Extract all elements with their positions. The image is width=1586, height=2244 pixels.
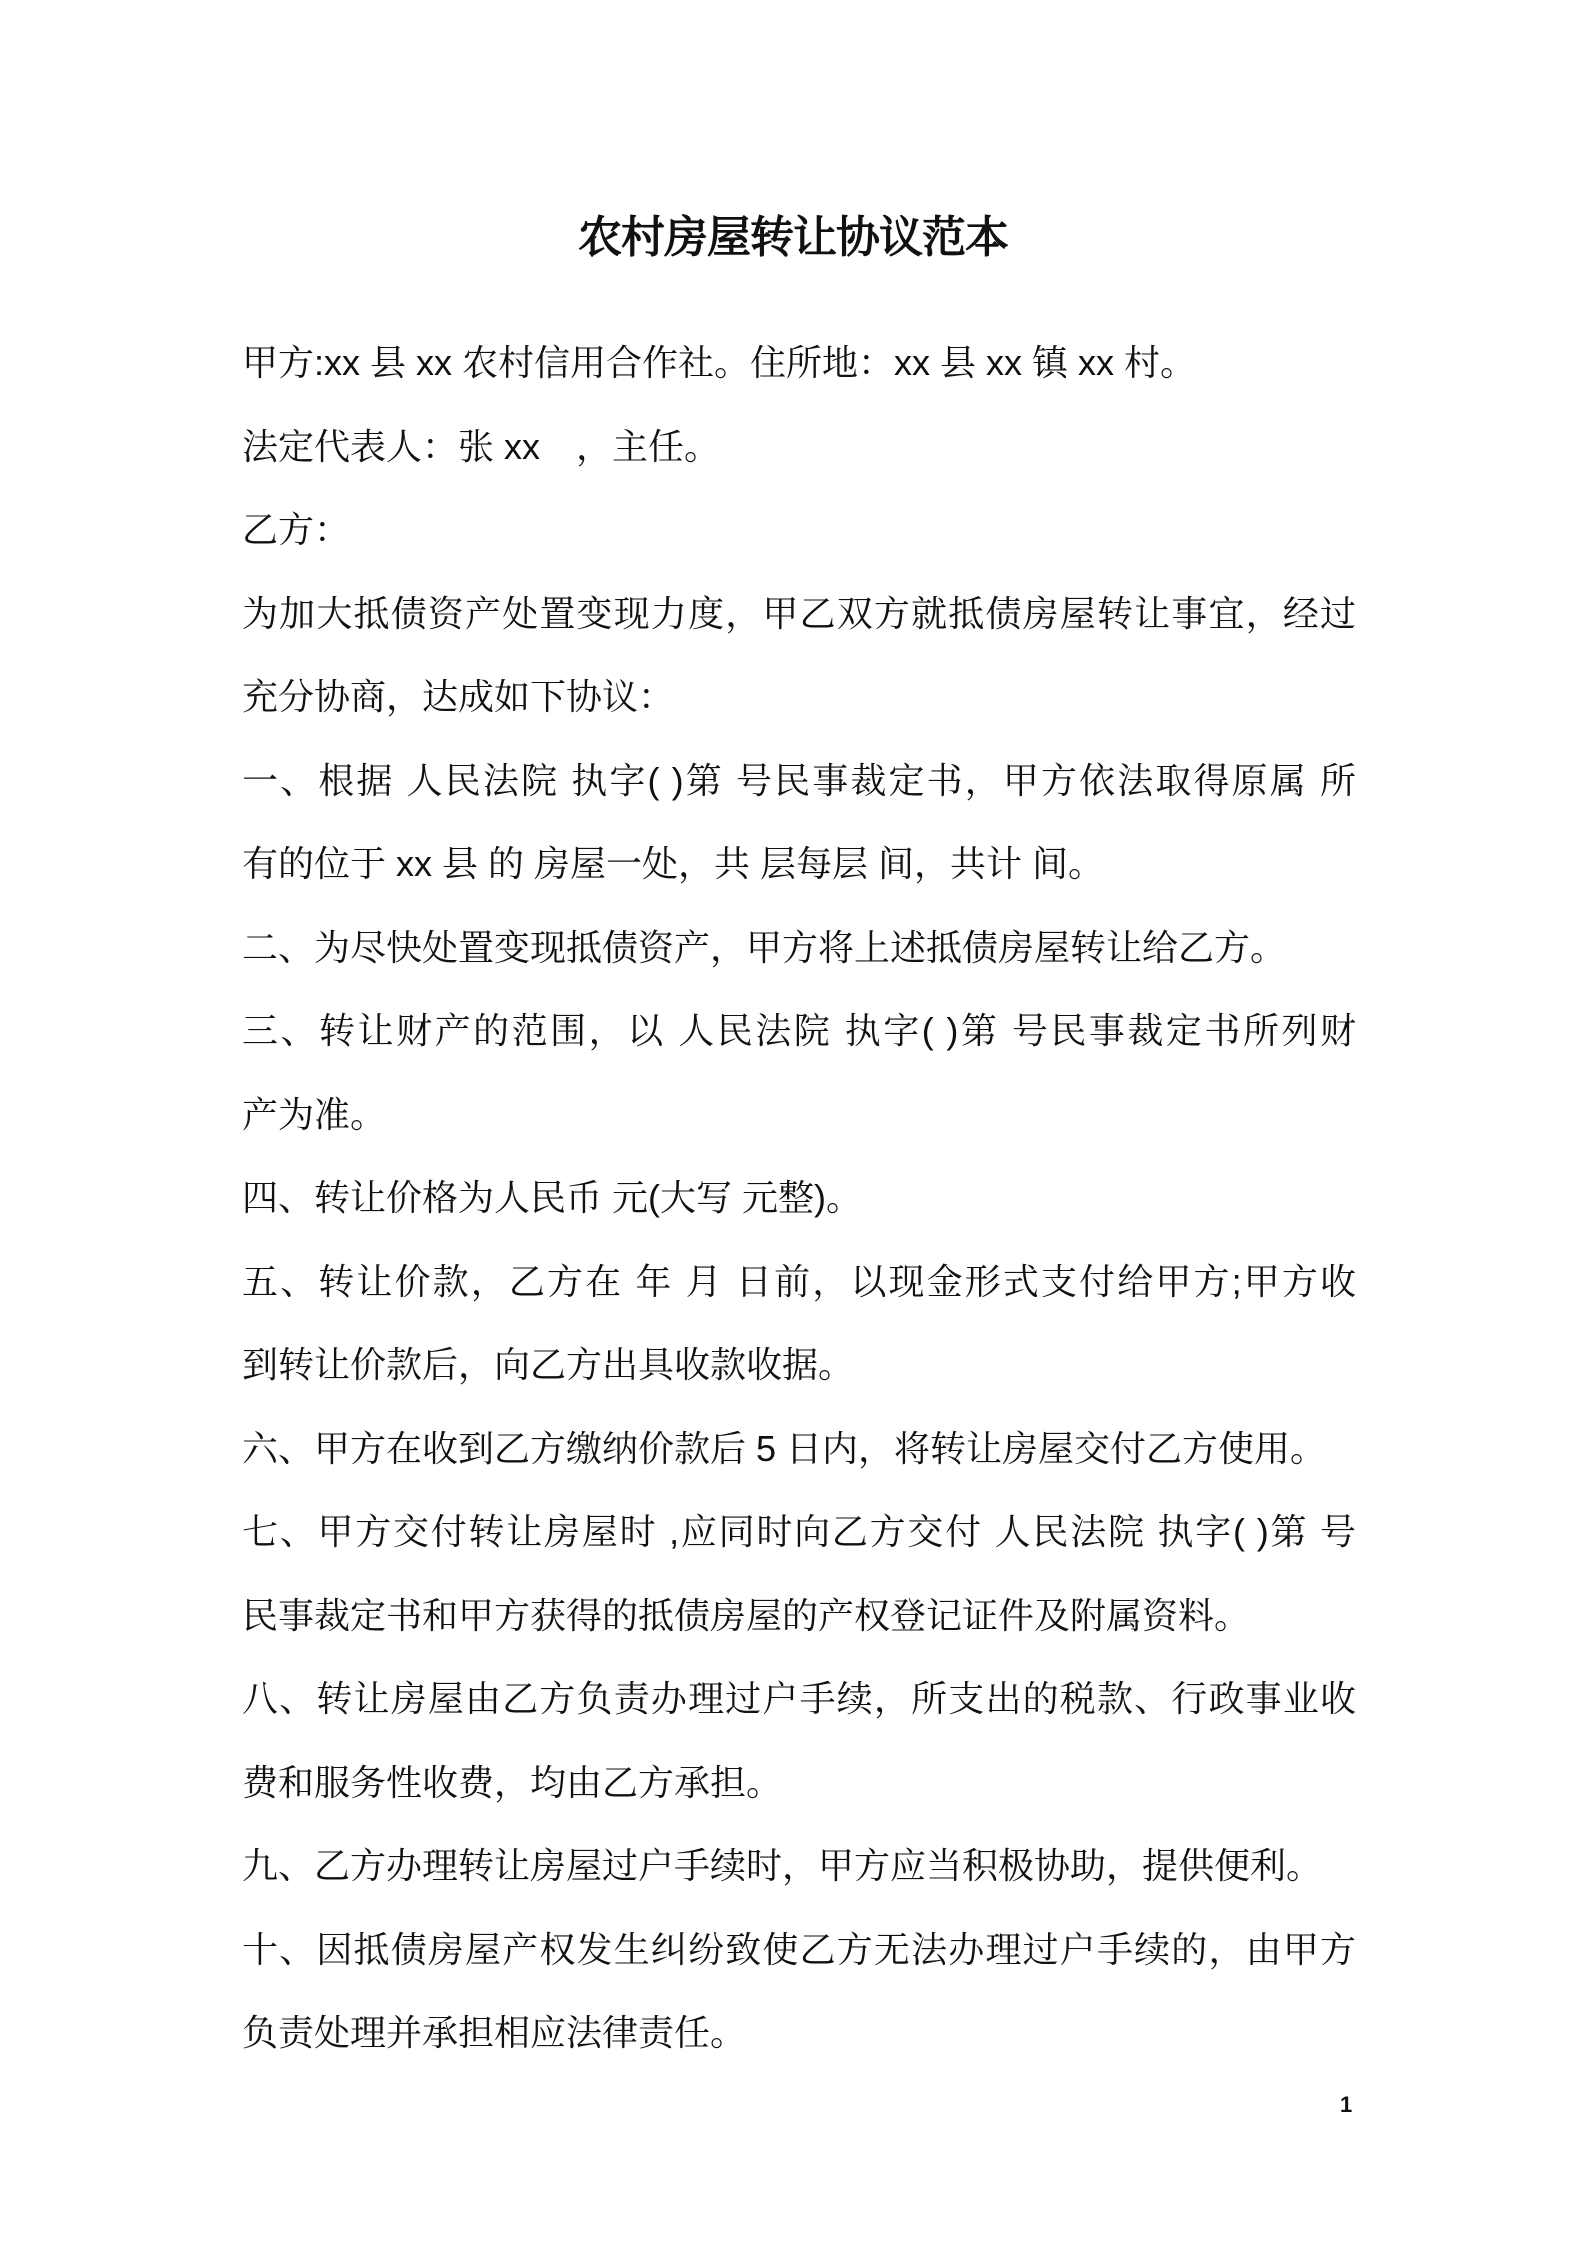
text-line: 六、甲方在收到乙方缴纳价款后 5 日内，将转让房屋交付乙方使用。 xyxy=(242,1427,1327,1469)
text-line: 产为准。 xyxy=(242,1093,387,1135)
text-line: 八、转让房屋由乙方负责办理过户手续，所支出的税款、行政事业收 xyxy=(242,1678,1356,1719)
text-line: 四、转让价格为人民币 元(大写 元整)。 xyxy=(242,1177,862,1218)
text-line: 负责处理并承担相应法律责任。 xyxy=(242,2012,747,2053)
text-line: 七、甲方交付转让房屋时 ,应同时向乙方交付 人民法院 执字( )第 号 xyxy=(242,1511,1356,1552)
text-line: 三、转让财产的范围，以 人民法院 执字( )第 号民事裁定书所列财 xyxy=(242,1010,1356,1051)
text-line: 五、转让价款，乙方在 年 月 日前，以现金形式支付给甲方;甲方收 xyxy=(242,1260,1356,1302)
document-title: 农村房屋转让协议范本 xyxy=(578,213,1008,262)
text-line: 一、根据 人民法院 执字( )第 号民事裁定书，甲方依法取得原属 所 xyxy=(242,759,1356,801)
text-line: 十、因抵债房屋产权发生纠纷致使乙方无法办理过户手续的，由甲方 xyxy=(242,1928,1356,1970)
text-line: 九、乙方办理转让房屋过户手续时，甲方应当积极协助，提供便利。 xyxy=(242,1845,1323,1886)
text-line: 充分协商，达成如下协议： xyxy=(242,676,675,717)
text-line: 有的位于 xx 县 的 房屋一处，共 层每层 间，共计 间。 xyxy=(242,843,1105,884)
text-line: 甲方:xx 县 xx 农村信用合作社。住所地：xx 县 xx 镇 xx 村。 xyxy=(242,342,1197,383)
text-line: 法定代表人：张 xx ，主任。 xyxy=(242,425,721,467)
text-line: 二、为尽快处置变现抵债资产，甲方将上述抵债房屋转让给乙方。 xyxy=(242,926,1287,968)
text-line: 费和服务性收费，均由乙方承担。 xyxy=(242,1761,783,1803)
document-body xyxy=(242,321,1356,2075)
text-line: 乙方： xyxy=(242,509,351,550)
text-line: 民事裁定书和甲方获得的抵债房屋的产权登记证件及附属资料。 xyxy=(242,1594,1251,1636)
page-number: 1 xyxy=(1340,2092,1353,2117)
text-line: 为加大抵债资产处置变现力度，甲乙双方就抵债房屋转让事宜，经过 xyxy=(242,592,1356,634)
text-line: 到转让价款后，向乙方出具收款收据。 xyxy=(242,1344,855,1385)
